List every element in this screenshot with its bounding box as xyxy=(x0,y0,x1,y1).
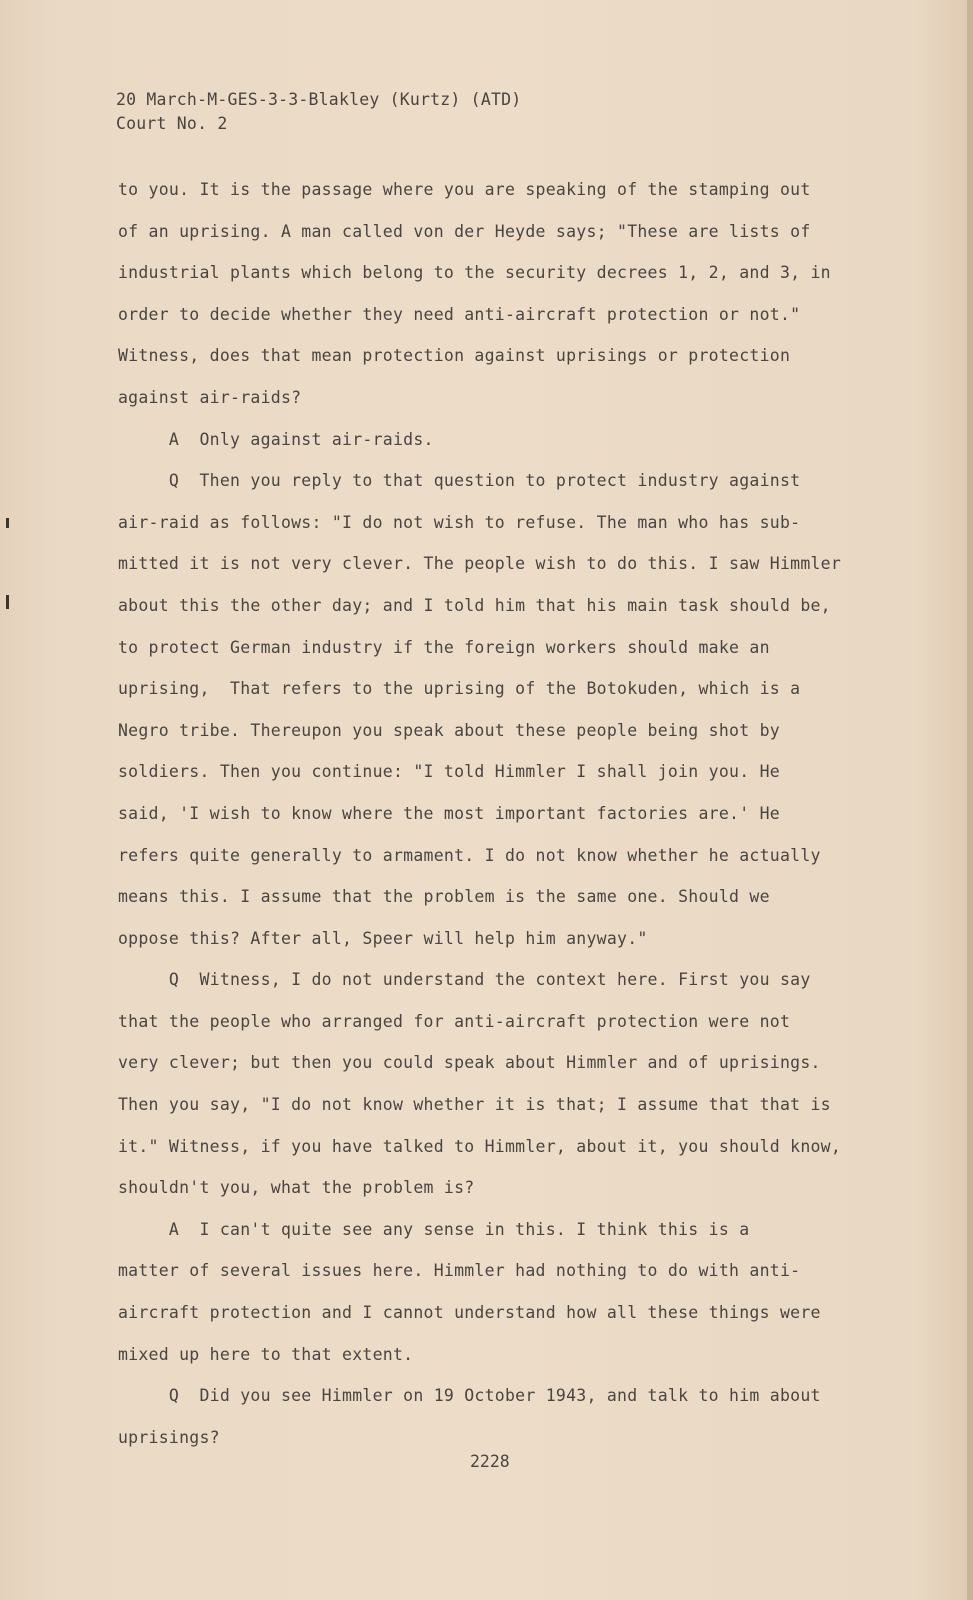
transcript-line: mixed up here to that extent. xyxy=(118,1344,414,1364)
margin-mark xyxy=(6,518,9,528)
page-number: 2228 xyxy=(470,1452,510,1471)
transcript-line: to you. It is the passage where you are speaking of the stamping out xyxy=(118,180,811,199)
document-header xyxy=(116,88,521,136)
transcript-line: uprising, That refers to the uprising of the Botokuden, which is a xyxy=(118,679,801,699)
transcript-line: very clever; but then you could speak about Himmler and of uprisings. xyxy=(118,1053,821,1073)
transcript-line: uprisings? xyxy=(118,1427,220,1447)
transcript-line: aircraft protection and I cannot understand how all these things were xyxy=(118,1303,821,1323)
transcript-line: Q Witness, I do not understand the context here. First you say xyxy=(118,970,811,990)
transcript-line: A Only against air-raids. xyxy=(118,429,434,449)
page-edge xyxy=(967,0,973,1600)
transcript-line: to protect German industry if the foreign workers should make an xyxy=(118,637,770,657)
transcript-line: A I can't quite see any sense in this. I think this is a xyxy=(118,1219,750,1239)
transcript-line: about this the other day; and I told him that his main task should be, xyxy=(118,595,831,615)
transcript-line: soldiers. Then you continue: "I told Himmler I shall join you. He xyxy=(118,762,780,782)
transcript-line: it." Witness, if you have talked to Himmler, about it, you should know, xyxy=(118,1136,842,1156)
header-line-2: Court No. 2 xyxy=(116,114,228,133)
transcript-line: that the people who arranged for anti-aircraft protection were not xyxy=(118,1011,791,1031)
transcript-line: refers quite generally to armament. I do not know whether he actually xyxy=(118,845,821,865)
transcript-line: Witness, does that mean protection against uprisings or protection xyxy=(118,346,791,366)
transcript-line: Q Did you see Himmler on 19 October 1943, and talk to him about xyxy=(118,1386,821,1406)
transcript-line: industrial plants which belong to the security decrees 1, 2, and 3, in xyxy=(118,263,831,283)
transcript-line: matter of several issues here. Himmler had nothing to do with anti- xyxy=(118,1261,801,1281)
transcript-line: shouldn't you, what the problem is? xyxy=(118,1178,475,1198)
transcript-line: Negro tribe. Thereupon you speak about these people being shot by xyxy=(118,720,780,740)
transcript-line: against air-raids? xyxy=(118,387,302,407)
transcript-line: mitted it is not very clever. The people wish to do this. I saw Himmler xyxy=(118,554,842,574)
transcript-line: oppose this? After all, Speer will help him anyway." xyxy=(118,928,648,948)
transcript-line: of an uprising. A man called von der Heyde says; "These are lists of xyxy=(118,221,811,241)
transcript-line: means this. I assume that the problem is the same one. Should we xyxy=(118,887,770,907)
transcript-line: said, 'I wish to know where the most important factories are.' He xyxy=(118,803,780,823)
transcript-line: Then you say, "I do not know whether it is that; I assume that that is xyxy=(118,1095,831,1115)
transcript-body xyxy=(118,178,858,1467)
transcript-line: Q Then you reply to that question to protect industry against xyxy=(118,471,801,491)
transcript-line: order to decide whether they need anti-aircraft protection or not." xyxy=(118,304,801,324)
transcript-line: air-raid as follows: "I do not wish to refuse. The man who has sub- xyxy=(118,512,801,532)
header-line-1: 20 March-M-GES-3-3-Blakley (Kurtz) (ATD) xyxy=(116,90,522,109)
margin-mark xyxy=(6,595,9,609)
